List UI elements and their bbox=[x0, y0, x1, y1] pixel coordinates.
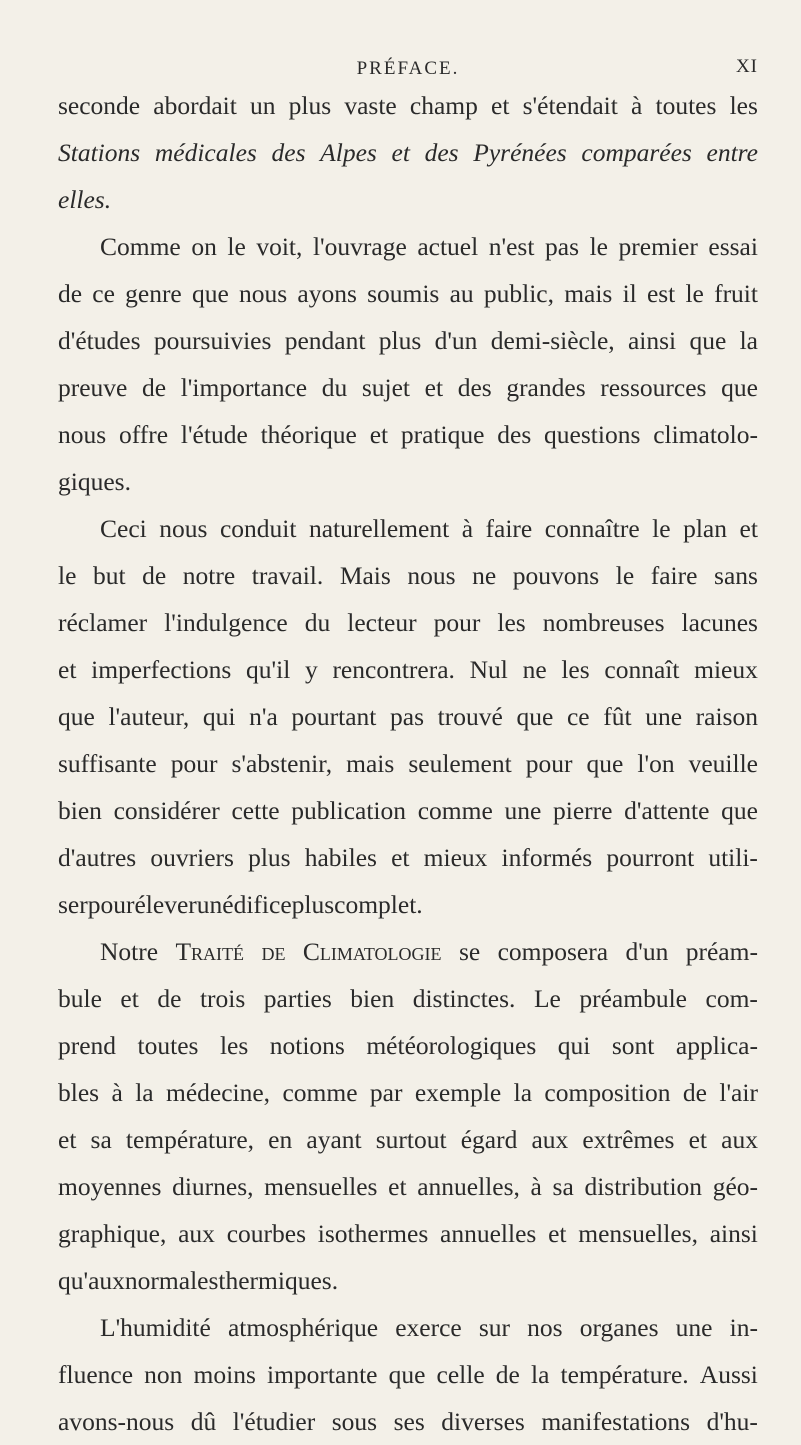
word: giques. bbox=[58, 467, 131, 496]
word: fluence bbox=[58, 1360, 134, 1389]
word: pas bbox=[390, 702, 425, 731]
word: pratique bbox=[400, 420, 485, 449]
word: ayons bbox=[297, 279, 357, 308]
word: pour bbox=[87, 890, 135, 919]
word: bien bbox=[58, 796, 102, 825]
word: n'est bbox=[488, 232, 535, 261]
word: l'indulgence bbox=[164, 608, 288, 637]
text-line bbox=[58, 1116, 758, 1163]
word: nous bbox=[58, 420, 107, 449]
word: pendant bbox=[284, 326, 366, 355]
word: ser bbox=[58, 890, 88, 919]
text-line bbox=[58, 646, 758, 693]
word: Climatologie bbox=[302, 937, 442, 966]
word: fruit bbox=[714, 279, 758, 308]
text-line bbox=[58, 270, 758, 317]
word: questions bbox=[544, 420, 641, 449]
word: édifice bbox=[222, 890, 292, 919]
word: le bbox=[58, 561, 77, 590]
word: pourront bbox=[606, 843, 695, 872]
word: des bbox=[457, 373, 492, 402]
word: d'hu- bbox=[706, 1407, 758, 1436]
word: à bbox=[631, 91, 643, 120]
word: Mais bbox=[339, 561, 391, 590]
word: que bbox=[689, 326, 727, 355]
text-line bbox=[58, 82, 758, 129]
word: bule bbox=[58, 984, 102, 1013]
word: avons-nous bbox=[58, 1407, 175, 1436]
word: exerce bbox=[395, 1313, 462, 1342]
text-line bbox=[58, 975, 758, 1022]
word: pouvons bbox=[512, 561, 600, 590]
word: pourtant bbox=[291, 702, 377, 731]
word: le bbox=[685, 279, 704, 308]
word: en bbox=[268, 1125, 293, 1154]
word: diurnes, bbox=[172, 1172, 254, 1201]
word: théorique bbox=[260, 420, 357, 449]
word: ses bbox=[393, 1407, 425, 1436]
word: prend bbox=[58, 1031, 117, 1060]
word: ne bbox=[472, 561, 497, 590]
word: comme bbox=[282, 1078, 358, 1107]
word: suffisante bbox=[58, 749, 157, 778]
word: sa bbox=[552, 1172, 574, 1201]
word: est bbox=[646, 279, 676, 308]
word: soumis bbox=[367, 279, 440, 308]
word: notre bbox=[182, 561, 236, 590]
word: Ceci bbox=[100, 514, 147, 543]
word: température. bbox=[560, 1360, 689, 1389]
word: se bbox=[458, 937, 481, 966]
word: sous bbox=[331, 1407, 378, 1436]
word: organes bbox=[579, 1313, 659, 1342]
word: bles bbox=[58, 1078, 100, 1107]
word: d'attente bbox=[624, 796, 710, 825]
word: égard bbox=[460, 1125, 518, 1154]
word: trouvé bbox=[437, 702, 503, 731]
word: sur bbox=[478, 1313, 511, 1342]
word: à bbox=[111, 1078, 123, 1107]
word: et bbox=[391, 138, 410, 167]
word: météorologiques bbox=[366, 1031, 537, 1060]
word: cette bbox=[231, 796, 280, 825]
word: et bbox=[739, 514, 758, 543]
word: les bbox=[219, 1031, 249, 1060]
word: graphique, bbox=[58, 1219, 167, 1248]
text-line bbox=[58, 1210, 758, 1257]
word: manifestations bbox=[541, 1407, 691, 1436]
word: Aussi bbox=[699, 1360, 758, 1389]
word: le bbox=[652, 514, 671, 543]
text-line bbox=[58, 740, 758, 787]
word: nombreuses bbox=[542, 608, 665, 637]
word: annuelles bbox=[440, 1219, 537, 1248]
word: et bbox=[120, 984, 139, 1013]
word: pour bbox=[525, 749, 573, 778]
word: travail. bbox=[251, 561, 324, 590]
word: mais bbox=[346, 749, 395, 778]
word: et bbox=[391, 843, 410, 872]
word: climatolo- bbox=[653, 420, 758, 449]
word: toutes bbox=[655, 91, 717, 120]
word: premier bbox=[618, 232, 698, 261]
word: ayant bbox=[306, 1125, 362, 1154]
word: veuille bbox=[688, 749, 758, 778]
word: lacunes bbox=[681, 608, 758, 637]
word: que bbox=[516, 702, 554, 731]
word: sont bbox=[611, 1031, 655, 1060]
word: des bbox=[424, 138, 459, 167]
word: courbes bbox=[226, 1219, 307, 1248]
word: seulement bbox=[408, 749, 512, 778]
word: sans bbox=[714, 561, 758, 590]
word: réclamer bbox=[58, 608, 148, 637]
word: préam- bbox=[685, 937, 758, 966]
word: moyennes bbox=[58, 1172, 162, 1201]
word: vaste bbox=[344, 91, 397, 120]
word: in- bbox=[729, 1313, 758, 1342]
text-line bbox=[58, 505, 758, 552]
word: une bbox=[645, 702, 683, 731]
word: plus bbox=[248, 843, 291, 872]
word: publication bbox=[291, 796, 407, 825]
word: les bbox=[729, 91, 758, 120]
word: naturellement bbox=[308, 514, 450, 543]
word: annuelles, bbox=[417, 1172, 520, 1201]
word: le bbox=[615, 561, 635, 590]
word: applica- bbox=[675, 1031, 758, 1060]
text-line bbox=[58, 834, 758, 881]
word: Stations bbox=[58, 138, 141, 167]
word: lecteur bbox=[347, 608, 417, 637]
word: abordait bbox=[153, 91, 237, 120]
word: qu'aux bbox=[58, 1266, 125, 1295]
word: la bbox=[531, 1360, 550, 1389]
word: but bbox=[92, 561, 126, 590]
word: rencontrera. bbox=[332, 655, 455, 684]
word: et bbox=[688, 1125, 707, 1154]
word: dû bbox=[190, 1407, 217, 1436]
word: extrêmes bbox=[582, 1125, 675, 1154]
text-line bbox=[58, 881, 758, 928]
text-line bbox=[58, 1257, 758, 1304]
word: celle bbox=[436, 1360, 485, 1389]
word: considérer bbox=[113, 796, 220, 825]
word: informés bbox=[501, 843, 593, 872]
word: conduit bbox=[219, 514, 297, 543]
word: connaître bbox=[544, 514, 640, 543]
text-line bbox=[58, 1069, 758, 1116]
word: qui bbox=[557, 1031, 591, 1060]
word: bien bbox=[350, 984, 395, 1013]
word: et bbox=[491, 91, 510, 120]
word: aux bbox=[721, 1125, 758, 1154]
running-title: PRÉFACE. bbox=[356, 58, 460, 79]
word: sujet bbox=[361, 373, 411, 402]
word: com- bbox=[705, 984, 758, 1013]
word: la bbox=[135, 1078, 154, 1107]
word: n'a bbox=[249, 702, 278, 731]
text-line bbox=[58, 928, 758, 975]
word: pierre bbox=[552, 796, 613, 825]
word: de bbox=[261, 937, 286, 966]
word: au bbox=[449, 279, 474, 308]
word: seconde bbox=[58, 91, 141, 120]
word: les bbox=[497, 608, 526, 637]
word: et bbox=[424, 373, 444, 402]
word: une bbox=[675, 1313, 713, 1342]
word: pas bbox=[545, 232, 579, 261]
page-number: XI bbox=[735, 56, 758, 77]
text-line bbox=[58, 317, 758, 364]
word: grandes bbox=[506, 373, 586, 402]
word: que bbox=[721, 373, 758, 402]
word: importante bbox=[267, 1360, 378, 1389]
body-text bbox=[58, 82, 758, 1445]
word: nos bbox=[527, 1313, 563, 1342]
word: à bbox=[461, 514, 474, 543]
word: distinctes. bbox=[412, 984, 516, 1013]
word: notions bbox=[269, 1031, 345, 1060]
word: de bbox=[142, 373, 167, 402]
word: Comme bbox=[100, 232, 181, 261]
word: et bbox=[548, 1219, 567, 1248]
word: fût bbox=[603, 702, 632, 731]
text-line bbox=[58, 552, 758, 599]
word: à bbox=[530, 1172, 542, 1201]
word: d'études bbox=[58, 326, 141, 355]
word: imperfections bbox=[91, 655, 232, 684]
text-line bbox=[58, 364, 758, 411]
word: atmosphérique bbox=[227, 1313, 379, 1342]
word: nous bbox=[239, 279, 288, 308]
word: on bbox=[191, 232, 217, 261]
word: surtout bbox=[375, 1125, 447, 1154]
word: faire bbox=[650, 561, 698, 590]
word: L'humidité bbox=[100, 1313, 211, 1342]
word: d'un bbox=[434, 326, 478, 355]
text-line bbox=[58, 787, 758, 834]
word: offre bbox=[118, 420, 169, 449]
word: la bbox=[513, 1078, 533, 1107]
word: ainsi bbox=[627, 326, 677, 355]
word: le bbox=[227, 232, 246, 261]
word: ne bbox=[522, 655, 547, 684]
word: médicales bbox=[154, 138, 257, 167]
word: elles. bbox=[58, 185, 112, 214]
text-line bbox=[58, 223, 758, 270]
word: plus bbox=[378, 326, 422, 355]
word: d'autres bbox=[58, 843, 137, 872]
word: Alpes bbox=[320, 138, 377, 167]
word: par bbox=[369, 1078, 403, 1107]
word: d'un bbox=[625, 937, 669, 966]
word: moins bbox=[193, 1360, 256, 1389]
word: de bbox=[157, 984, 182, 1013]
word: géo- bbox=[712, 1172, 758, 1201]
word: comme bbox=[417, 796, 493, 825]
word: du bbox=[321, 373, 348, 402]
word: exemple bbox=[414, 1078, 502, 1107]
word: comparées bbox=[581, 138, 692, 167]
word: l'importance bbox=[180, 373, 308, 402]
word: un bbox=[196, 890, 223, 919]
word: qui bbox=[202, 702, 236, 731]
text-line bbox=[58, 1163, 758, 1210]
word: normales bbox=[124, 1266, 219, 1295]
word: genre bbox=[125, 279, 182, 308]
word: ouvriers bbox=[150, 843, 234, 872]
word: des bbox=[497, 420, 532, 449]
word: y bbox=[304, 655, 318, 684]
word: voit, bbox=[256, 232, 303, 261]
word: nous bbox=[159, 514, 208, 543]
word: le bbox=[589, 232, 608, 261]
word: isothermes bbox=[317, 1219, 429, 1248]
word: public, bbox=[483, 279, 554, 308]
word: du bbox=[304, 608, 331, 637]
word: Notre bbox=[100, 937, 159, 966]
text-line bbox=[58, 176, 758, 223]
word: l'étude bbox=[180, 420, 248, 449]
word: parties bbox=[263, 984, 332, 1013]
word: température, bbox=[125, 1125, 255, 1154]
word: élever bbox=[134, 890, 197, 919]
word: l'étudier bbox=[232, 1407, 316, 1436]
word: demi-siècle, bbox=[490, 326, 615, 355]
word: champ bbox=[409, 91, 478, 120]
word: médecine, bbox=[165, 1078, 271, 1107]
word: et bbox=[388, 1172, 407, 1201]
word: Le bbox=[533, 984, 561, 1013]
text-line bbox=[58, 458, 758, 505]
word: Pyrénées bbox=[473, 138, 567, 167]
word: la bbox=[739, 326, 758, 355]
word: ce bbox=[92, 279, 115, 308]
word: que bbox=[586, 749, 624, 778]
word: un bbox=[250, 91, 276, 120]
word: plus bbox=[288, 91, 332, 120]
word: raison bbox=[695, 702, 758, 731]
word: diverses bbox=[441, 1407, 525, 1436]
word: plus bbox=[291, 890, 335, 919]
word: thermiques. bbox=[218, 1266, 339, 1295]
word: mais bbox=[564, 279, 613, 308]
word: une bbox=[504, 796, 542, 825]
text-line bbox=[58, 1398, 758, 1445]
word: habiles bbox=[304, 843, 377, 872]
word: ressources bbox=[600, 373, 707, 402]
word: utili- bbox=[708, 843, 758, 872]
word: trois bbox=[199, 984, 246, 1013]
word: Nul bbox=[469, 655, 508, 684]
word: des bbox=[271, 138, 306, 167]
word: de bbox=[58, 279, 83, 308]
word: nous bbox=[407, 561, 456, 590]
text-line bbox=[58, 129, 758, 176]
word: et bbox=[58, 655, 77, 684]
word: mieux bbox=[423, 843, 488, 872]
word: plan bbox=[683, 514, 727, 543]
word: ainsi bbox=[709, 1219, 758, 1248]
word: actuel bbox=[417, 232, 479, 261]
word: non bbox=[144, 1360, 183, 1389]
word: complet. bbox=[334, 890, 423, 919]
word: pour bbox=[170, 749, 218, 778]
word: entre bbox=[706, 138, 758, 167]
word: il bbox=[622, 279, 637, 308]
word: sa bbox=[90, 1125, 112, 1154]
word: et bbox=[369, 420, 389, 449]
word: que bbox=[58, 702, 95, 731]
word: connaît bbox=[604, 655, 680, 684]
word: l'air bbox=[719, 1078, 758, 1107]
word: composition bbox=[544, 1078, 671, 1107]
word: de bbox=[682, 1078, 707, 1107]
word: préambule bbox=[579, 984, 687, 1013]
word: composera bbox=[497, 937, 609, 966]
word: l'auteur, bbox=[108, 702, 190, 731]
word: faire bbox=[485, 514, 533, 543]
text-line bbox=[58, 693, 758, 740]
word: de bbox=[495, 1360, 520, 1389]
word: qu'il bbox=[246, 655, 291, 684]
word: s'abstenir, bbox=[231, 749, 333, 778]
word: s'étendait bbox=[522, 91, 618, 120]
word: l'ouvrage bbox=[312, 232, 407, 261]
word: mensuelles bbox=[264, 1172, 378, 1201]
word: et bbox=[58, 1125, 77, 1154]
word: preuve bbox=[58, 373, 128, 402]
word: Traité bbox=[175, 937, 245, 966]
text-line bbox=[58, 1304, 758, 1351]
word: aux bbox=[531, 1125, 569, 1154]
text-line bbox=[58, 599, 758, 646]
word: distribution bbox=[584, 1172, 703, 1201]
word: essai bbox=[708, 232, 758, 261]
word: que bbox=[191, 279, 229, 308]
word: mieux bbox=[694, 655, 758, 684]
text-line bbox=[58, 1022, 758, 1069]
word: aux bbox=[178, 1219, 215, 1248]
word: de bbox=[142, 561, 167, 590]
word: que bbox=[721, 796, 758, 825]
word: poursuivies bbox=[153, 326, 272, 355]
word: toutes bbox=[137, 1031, 199, 1060]
word: l'on bbox=[637, 749, 675, 778]
word: ce bbox=[566, 702, 590, 731]
text-line bbox=[58, 411, 758, 458]
word: pour bbox=[433, 608, 481, 637]
text-line bbox=[58, 1351, 758, 1398]
word: que bbox=[388, 1360, 426, 1389]
word: les bbox=[561, 655, 590, 684]
word: mensuelles, bbox=[578, 1219, 698, 1248]
